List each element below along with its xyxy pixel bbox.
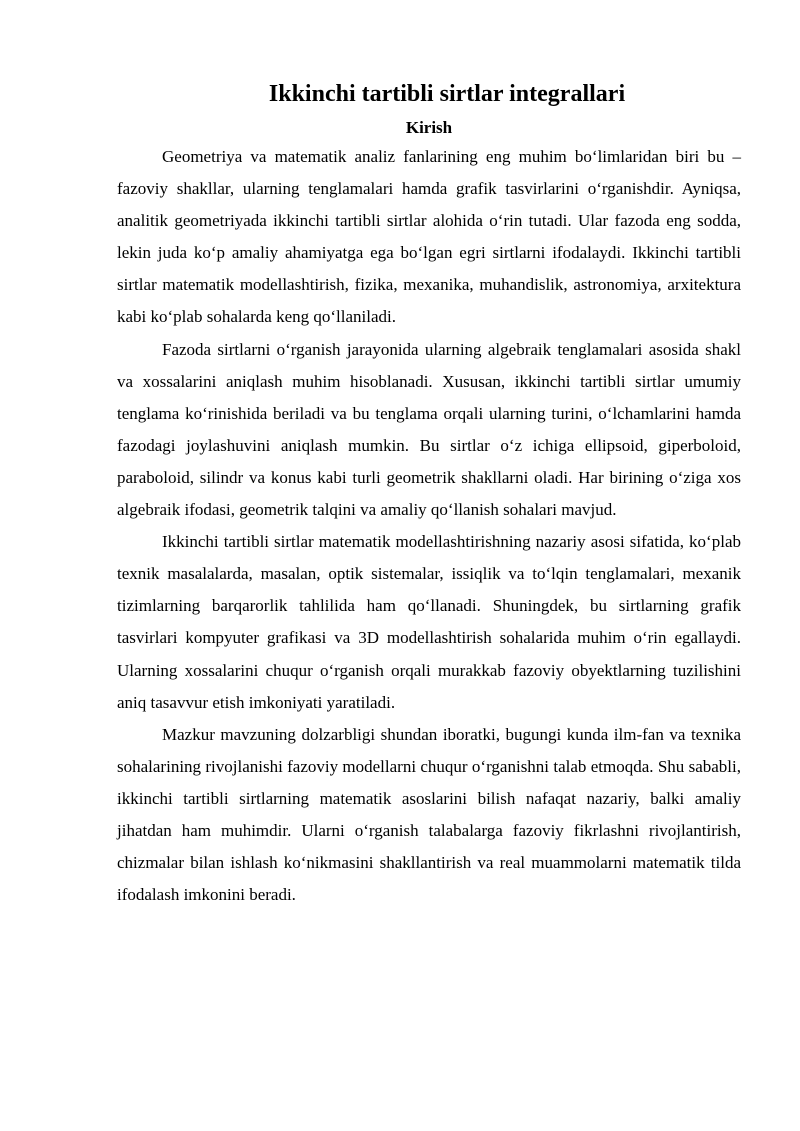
section-heading-introduction: Kirish	[405, 118, 453, 137]
document-title: Ikkinchi tartibli sirtlar integrallari	[268, 81, 626, 107]
paragraph-1: Geometriya va matematik analiz fanlarining eng muhim bo‘limlaridan biri bu – fazoviy shakllar, ularning tenglamalari hamda grafik tasvirlarini o‘rganishdir. Ayniqsa, analitik geometriyada ikkinchi tartibli sirtlar alohida o‘rin tutadi. Ular fazoda eng sodda, lekin juda ko‘p amaliy ahamiyatga ega bo‘lgan egri sirtlarni ifodalaydi. Ikkinchi tartibli sirtlar matematik modellashtirish, fizika, mexanika, muhandislik, astronomiya, arxitektura kabi ko‘plab sohalarda keng qo‘llaniladi.	[117, 147, 741, 327]
paragraph-2: Fazoda sirtlarni o‘rganish jarayonida ularning algebraik tenglamalari asosida shakl va xossalarini aniqlash muhim hisoblanadi. Xususan, ikkinchi tartibli sirtlar umumiy tenglama ko‘rinishida beriladi va bu tenglama orqali ularning turini, o‘lchamlarini hamda fazodagi joylashuvini aniqlash mumkin. Bu sirtlar o‘z ichiga ellipsoid, giperboloid, paraboloid, silindr va konus kabi turli geometrik shakllarni oladi. Har birining o‘ziga xos algebraik ifodasi, geometrik talqini va amaliy qo‘llanish sohalari mavjud.	[117, 339, 741, 520]
paragraph-3: Ikkinchi tartibli sirtlar matematik modellashtirishning nazariy asosi sifatida, ko‘plab texnik masalalarda, masalan, optik sistemalar, issiqlik va to‘lqin tenglamalari, mexanik tizimlarning barqarorlik tahlilida ham qo‘llanadi. Shuningdek, bu sirtlarning grafik tasvirlari kompyuter grafikasi va 3D modellashtirish sohalarida muhim o‘rin egallaydi. Ularning xossalarini chuqur o‘rganish orqali murakkab fazoviy obyektlarning tuzilishini aniq tasavvur etish imkoniyati yaratiladi.	[117, 532, 741, 712]
paragraph-4: Mazkur mavzuning dolzarbligi shundan iboratki, bugungi kunda ilm-fan va texnika sohalarining rivojlanishi fazoviy modellarni chuqur o‘rganishni talab etmoqda. Shu sababli, ikkinchi tartibli sirtlarning matematik asoslarini bilish nafaqat nazariy, balki amaliy jihatdan ham muhimdir. Ularni o‘rganish talabalarga fazoviy fikrlashni rivojlantirish, chizmalar bilan ishlash ko‘nikmasini shakllantirish va real muammolarni matematik tilda ifodalash imkonini beradi.	[117, 724, 741, 905]
